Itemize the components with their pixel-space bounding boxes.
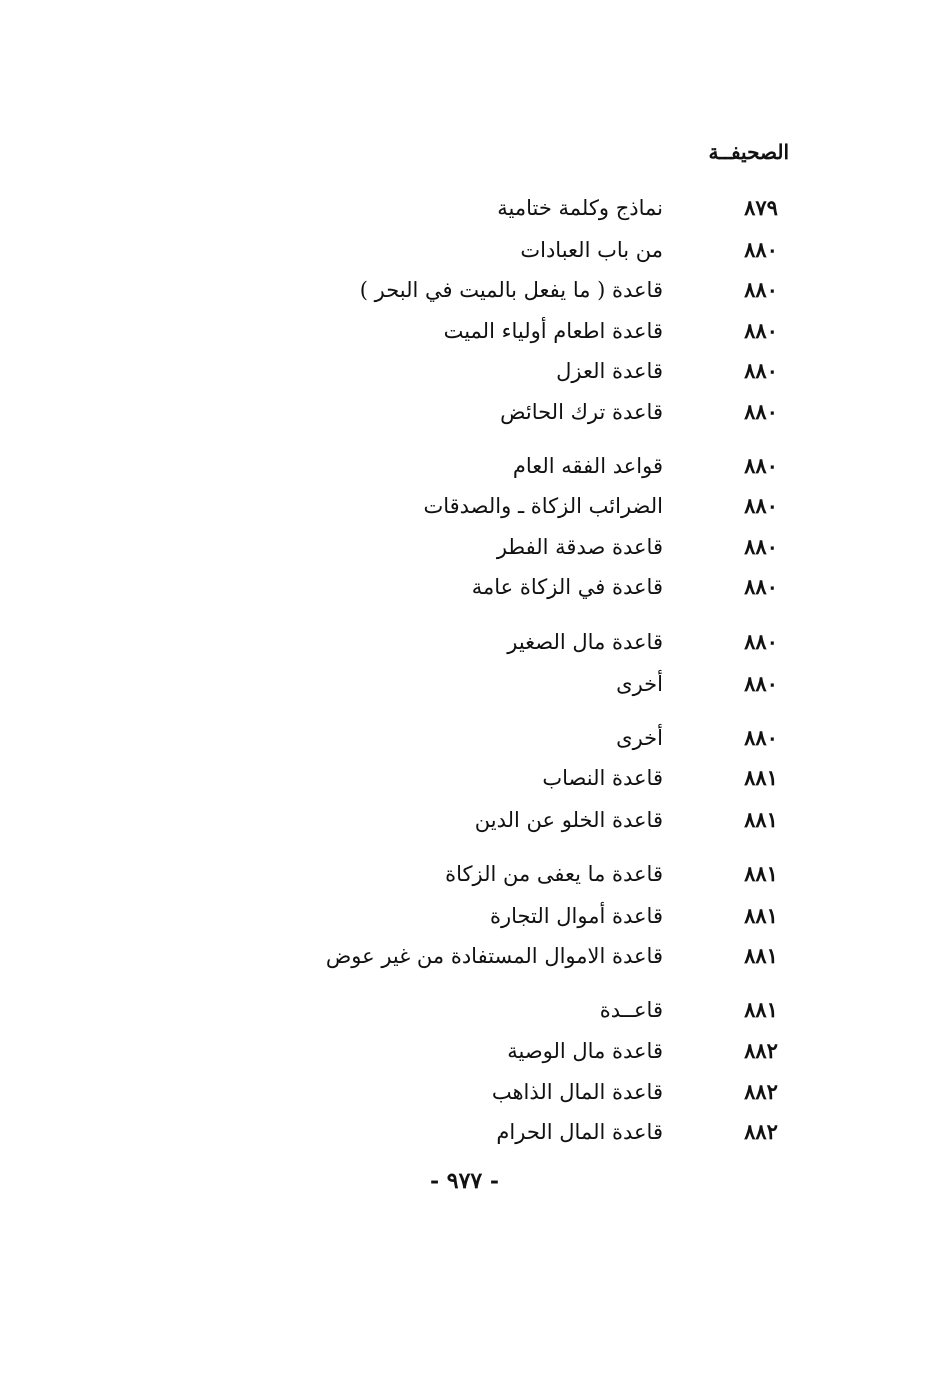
toc-title: قاعــدة [599,998,663,1022]
toc-row [0,760,929,796]
toc-row [0,569,929,605]
toc-page-number: ٨٨٠ [744,574,778,599]
toc-title: قاعدة ما يعفى من الزكاة [445,862,663,886]
toc-row [0,938,929,974]
toc-row [0,1114,929,1150]
toc-page-number: ٨٨١ [744,943,778,968]
toc-page-number: ٨٨٠ [744,358,778,383]
toc-page-number: ٨٨٠ [744,671,778,696]
toc-row [0,353,929,389]
toc-page-number: ٨٨٢ [744,1038,778,1063]
toc-title: الضرائب الزكاة ـ والصدقات [423,494,663,518]
toc-title: قاعدة اطعام أولياء الميت [443,319,663,343]
toc-row [0,488,929,524]
toc-row [0,394,929,430]
toc-row [0,529,929,565]
toc-page-number: ٨٨٠ [744,237,778,262]
page-column-header: الصحيفــة [708,140,789,164]
toc-title: قاعدة الاموال المستفادة من غير عوض [325,944,663,968]
toc-title: قاعدة ( ما يفعل بالميت في البحر ) [359,278,663,302]
toc-title: قاعدة مال الوصية [507,1039,663,1063]
toc-page-number: ٨٨١ [744,997,778,1022]
toc-page-number: ٨٨١ [744,861,778,886]
toc-page-number: ٨٨٠ [744,453,778,478]
toc-row [0,313,929,349]
toc-title: قاعدة المال الحرام [496,1120,663,1144]
toc-page-number: ٨٨٠ [744,318,778,343]
toc-page-number: ٨٨٢ [744,1119,778,1144]
toc-title: قاعدة المال الذاهب [491,1080,663,1104]
toc-row [0,190,929,226]
toc-row [0,1033,929,1069]
toc-title: نماذج وكلمة ختامية [497,196,663,220]
toc-title: أخرى [616,672,663,696]
toc-page-number: ٨٨١ [744,903,778,928]
toc-title: قواعد الفقه العام [512,454,663,478]
toc-title: قاعدة العزل [556,359,663,383]
toc-page-number: ٨٨٠ [744,629,778,654]
toc-row [0,898,929,934]
toc-page-number: ٨٨١ [744,765,778,790]
toc-title: قاعدة النصاب [542,766,663,790]
toc-title: قاعدة الخلو عن الدين [474,808,663,832]
toc-row [0,666,929,702]
footer-page-number: - ٩٧٧ - [429,1168,500,1194]
toc-page-number: ٨٨١ [744,807,778,832]
toc-title: قاعدة مال الصغير [507,630,663,654]
toc-row [0,272,929,308]
toc-row [0,448,929,484]
toc-title: قاعدة ترك الحائض [500,400,663,424]
toc-row [0,856,929,892]
toc-page-number: ٨٧٩ [744,195,778,220]
toc-row [0,802,929,838]
toc-page-number: ٨٨٠ [744,399,778,424]
toc-row [0,624,929,660]
toc-title: من باب العبادات [520,238,663,262]
toc-title: أخرى [616,726,663,750]
toc-page-number: ٨٨٠ [744,277,778,302]
toc-page-number: ٨٨٢ [744,1079,778,1104]
page-number-footer [0,1168,929,1194]
toc-page-number: ٨٨٠ [744,534,778,559]
toc-row [0,720,929,756]
toc-title: قاعدة صدقة الفطر [496,535,663,559]
toc-row [0,992,929,1028]
toc-row [0,1074,929,1110]
toc-title: قاعدة في الزكاة عامة [471,575,663,599]
toc-title: قاعدة أموال التجارة [489,904,663,928]
toc-page-number: ٨٨٠ [744,493,778,518]
toc-row [0,232,929,268]
toc-page-number: ٨٨٠ [744,725,778,750]
